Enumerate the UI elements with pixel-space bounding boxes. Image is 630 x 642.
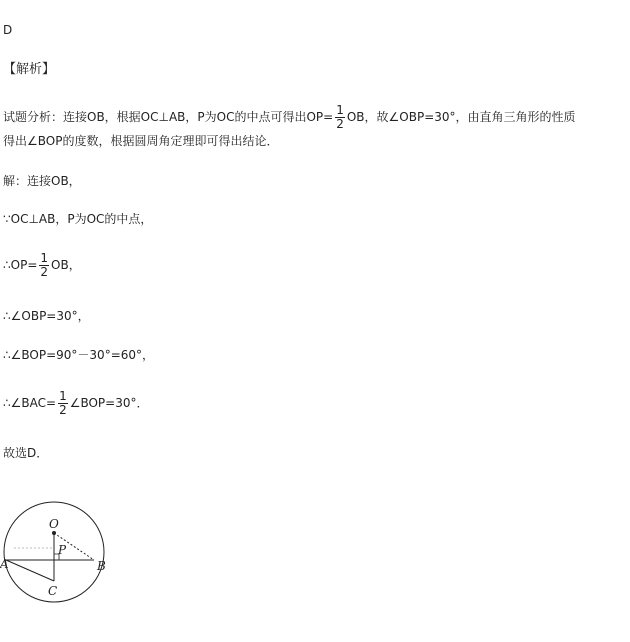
solution-step-5: ∴∠BOP=90°－30°=60°， [3, 348, 155, 362]
fraction-numerator: 1 [336, 103, 344, 117]
solution-step-1: 解：连接OB， [3, 174, 81, 188]
center-point [52, 531, 56, 535]
label-o: O [49, 517, 59, 531]
fraction-denominator: 2 [59, 403, 67, 417]
fraction-half [335, 104, 345, 131]
fraction-numerator: 1 [59, 389, 67, 403]
solution-step-4: ∴∠OBP=30°， [3, 309, 90, 323]
conclusion: 故选D． [3, 446, 49, 460]
geometry-figure [0, 478, 115, 608]
label-b: B [97, 559, 106, 573]
analysis-line-2: 得出∠BOP的度数，根据圆周角定理即可得出结论． [3, 134, 279, 148]
solution-step-6 [3, 390, 149, 417]
solution-step-2: ∵OC⊥AB，P为OC的中点， [3, 212, 153, 226]
segment-ac [6, 560, 54, 581]
fraction-half [39, 252, 49, 279]
analysis-text-b: OB，故∠OBP=30°，由直角三角形的性质 [346, 110, 576, 124]
step6-text-b: ∠BOP=30°． [69, 396, 149, 410]
label-c: C [48, 584, 58, 598]
fraction-denominator: 2 [336, 117, 344, 131]
fraction-half [58, 390, 68, 417]
solution-step-3 [3, 252, 81, 279]
fraction-numerator: 1 [40, 251, 49, 265]
step3-text-b: OB， [51, 258, 81, 272]
label-p: P [58, 543, 67, 557]
analysis-line-1 [3, 104, 576, 131]
step6-text-a: ∴∠BAC= [3, 396, 57, 410]
section-title: 【解析】 [3, 62, 56, 77]
analysis-text-a: 试题分析：连接OB，根据OC⊥AB，P为OC的中点可得出OP= [3, 110, 334, 124]
label-a: A [0, 557, 9, 571]
answer-letter: D [3, 23, 13, 37]
fraction-denominator: 2 [40, 265, 49, 279]
step3-text-a: ∴OP= [3, 258, 38, 272]
